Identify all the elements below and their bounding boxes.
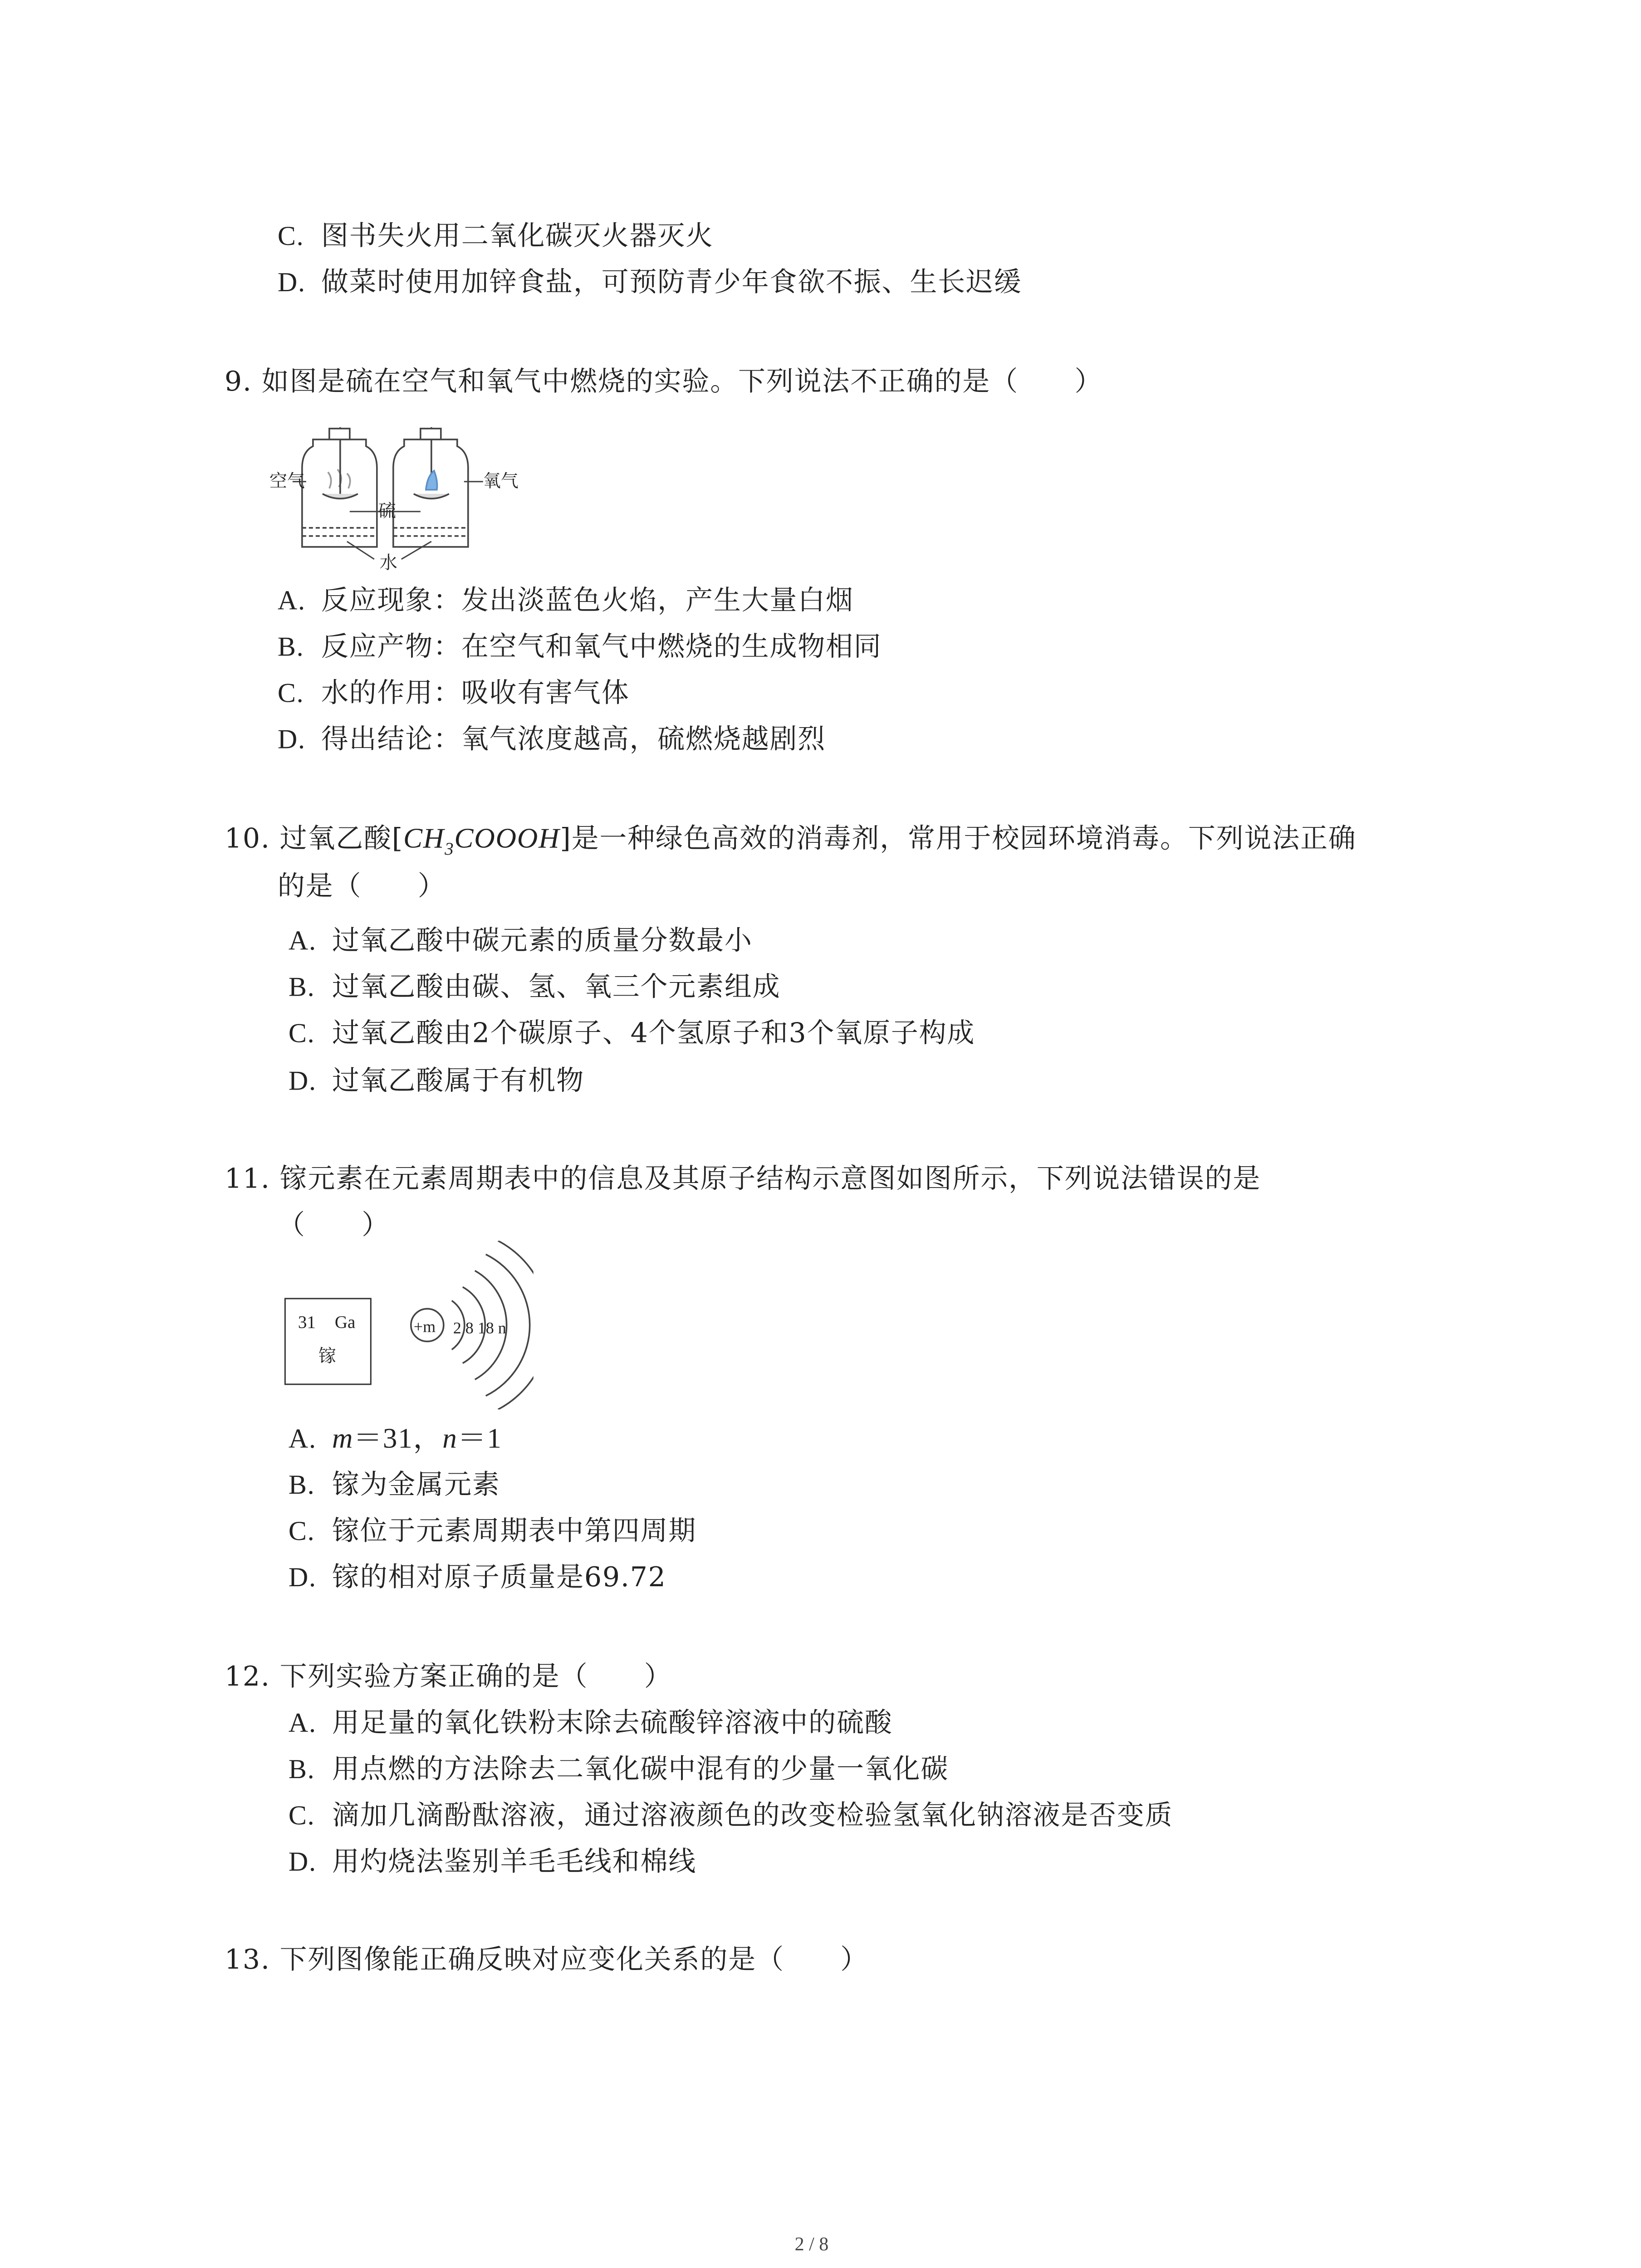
option-text: 镓为金属元素 <box>332 1468 500 1501</box>
option-letter: A. <box>288 926 317 957</box>
option-letter: B. <box>288 1755 315 1785</box>
q9-option-b <box>278 627 882 667</box>
q11-option-d <box>289 1558 666 1597</box>
page-number: 2 / 8 <box>794 2235 829 2256</box>
option-text: 镓位于元素周期表中第四周期 <box>332 1514 697 1547</box>
jar-oxygen <box>393 427 468 547</box>
option-letter: C. <box>277 221 304 252</box>
q10-option-c <box>289 1013 975 1053</box>
q10-stem <box>225 819 1357 869</box>
question-number: 11. <box>224 1162 270 1195</box>
option-text: 得出结论：氧气浓度越高，硫燃烧越剧烈 <box>321 722 826 755</box>
option-letter: D. <box>288 1563 317 1593</box>
element-name: 镓 <box>318 1347 336 1368</box>
q11-option-b <box>289 1465 500 1505</box>
question-text-pre: 过氧乙酸[ <box>279 821 403 855</box>
jar-air <box>302 427 377 547</box>
sulfur-combustion-figure <box>265 427 565 572</box>
option-letter: D. <box>277 268 306 298</box>
option-letter: B. <box>288 973 315 1003</box>
q9-option-d <box>278 720 826 759</box>
option-text: 水的作用：吸收有害气体 <box>321 676 630 709</box>
element-symbol: Ga <box>334 1311 356 1332</box>
question-number: 13. <box>224 1943 270 1975</box>
q11-stem <box>225 1159 1261 1197</box>
question-number: 9. <box>224 364 252 397</box>
label-sulfur: 硫 <box>378 501 396 522</box>
option-text: 反应现象：发出淡蓝色火焰，产生大量白烟 <box>321 583 854 616</box>
option-letter: B. <box>288 1471 315 1501</box>
option-text: 过氧乙酸由碳、氢、氧三个元素组成 <box>332 970 781 1003</box>
label-water: 水 <box>379 552 397 572</box>
q13-stem <box>225 1940 868 1978</box>
nucleus-charge: +m <box>413 1317 436 1336</box>
option-text: 过氧乙酸由2个碳原子、4个氢原子和3个氧原子构成 <box>332 1016 975 1049</box>
label-oxygen: 氧气 <box>483 471 519 492</box>
q12-stem <box>225 1657 672 1695</box>
option-text: 图书失火用二氧化碳灭火器灭火 <box>321 219 714 252</box>
chemical-formula: $CH_3COOOH$ <box>403 821 560 859</box>
option-letter: D. <box>277 725 306 755</box>
question-text: 如图是硫在空气和氧气中燃烧的实验。下列说法不正确的是（ ） <box>261 364 1103 397</box>
option-text: 用足量的氧化铁粉末除去硫酸锌溶液中的硫酸 <box>332 1706 893 1739</box>
question-text: 下列实验方案正确的是（ ） <box>279 1660 672 1693</box>
option-letter: C. <box>288 1019 315 1049</box>
option-text: 过氧乙酸中碳元素的质量分数最小 <box>332 924 753 957</box>
q9-option-a <box>278 581 854 621</box>
q12-option-c <box>289 1796 1173 1835</box>
option-text: 做菜时使用加锌食盐，可预防青少年食欲不振、生长迟缓 <box>321 265 1022 298</box>
atomic-structure-diagram <box>403 1241 534 1409</box>
option-letter: A. <box>277 586 306 616</box>
q10-stem-line2: 的是（ ） <box>277 869 446 902</box>
q12-option-b <box>289 1750 949 1789</box>
q10-option-a <box>289 921 753 961</box>
option-text: 滴加几滴酚酞溶液，通过溶液颜色的改变检验氢氧化钠溶液是否变质 <box>332 1799 1173 1832</box>
option-letter: B. <box>277 632 304 663</box>
option-text: 用点燃的方法除去二氧化碳中混有的少量一氧化碳 <box>332 1752 949 1785</box>
q11-option-c <box>289 1511 696 1551</box>
question-number: 12. <box>224 1660 270 1693</box>
option-text: 用灼烧法鉴别羊毛毛线和棉线 <box>332 1845 697 1878</box>
option-letter: D. <box>288 1066 317 1097</box>
question-text: 下列图像能正确反映对应变化关系的是（ ） <box>279 1943 869 1975</box>
question-text: 镓元素在元素周期表中的信息及其原子结构示意图如图所示，下列说法错误的是 <box>279 1162 1261 1195</box>
option-text: 反应产物：在空气和氧气中燃烧的生成物相同 <box>321 630 882 663</box>
q12-option-d <box>289 1842 696 1882</box>
q10-option-d <box>289 1061 584 1100</box>
periodic-table-cell <box>284 1298 372 1385</box>
label-air: 空气 <box>269 471 305 492</box>
option-letter: D. <box>288 1848 317 1878</box>
option-letter: A. <box>288 1709 317 1739</box>
q9-stem <box>225 362 1102 400</box>
q8-option-c <box>278 216 714 256</box>
q11-option-a: A. m＝31，n＝1 <box>289 1419 502 1458</box>
option-letter: A. <box>288 1424 317 1455</box>
option-text: 过氧乙酸属于有机物 <box>332 1064 584 1097</box>
q8-option-d <box>278 263 1022 302</box>
electron-shells: 2 8 18 n <box>453 1319 506 1337</box>
question-number: 10. <box>224 821 270 855</box>
q12-option-a <box>289 1703 893 1743</box>
q11-stem-line2: （ ） <box>277 1208 390 1241</box>
q10-option-b <box>289 968 781 1007</box>
option-text: 镓的相对原子质量是69.72 <box>332 1560 666 1593</box>
option-letter: C. <box>288 1801 315 1832</box>
q9-option-c <box>278 674 630 713</box>
option-letter: C. <box>277 679 304 709</box>
option-letter: C. <box>288 1517 315 1547</box>
atomic-number: 31 <box>298 1311 316 1332</box>
question-text-post: ]是一种绿色高效的消毒剂，常用于校园环境消毒。下列说法正确 <box>560 821 1357 855</box>
